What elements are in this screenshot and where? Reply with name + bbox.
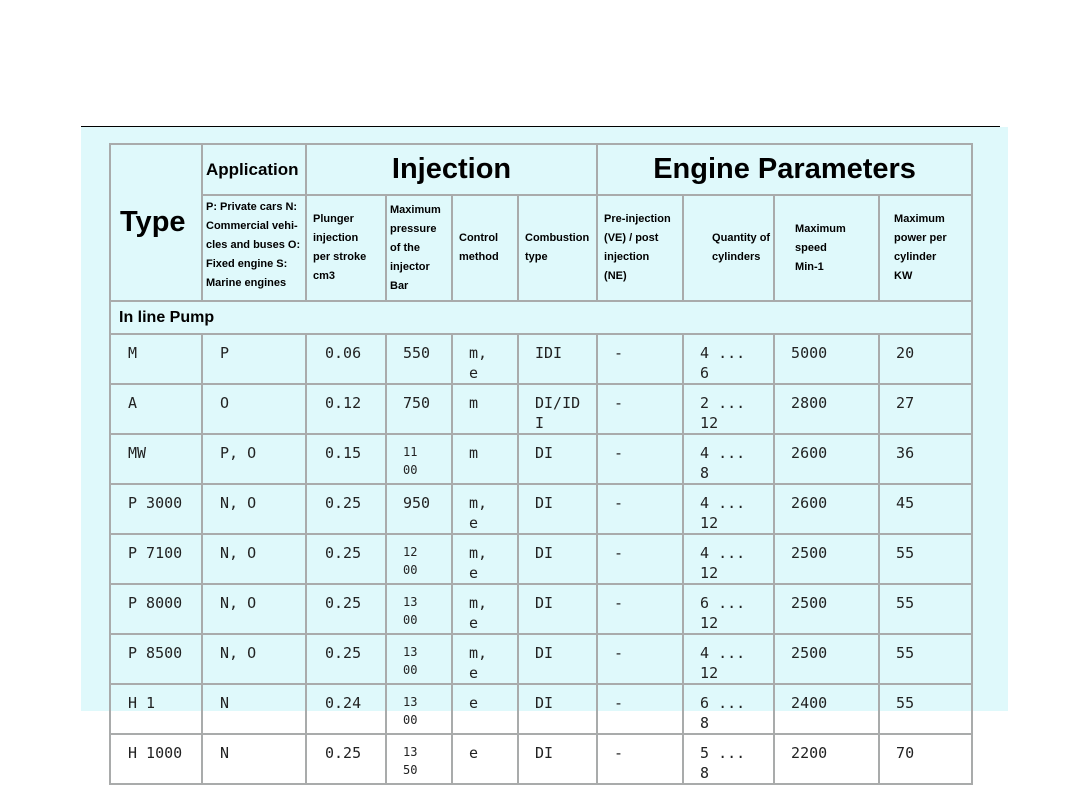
cell-power: 55 [879,534,972,584]
table-row [110,684,972,734]
subheader-max-power: Maximum power per cylinder KW [879,195,972,301]
header-type: Type [110,144,202,301]
cell-plunger: 0.12 [306,384,386,434]
cell-power: 27 [879,384,972,434]
cell-plunger: 0.06 [306,334,386,384]
cell-speed: 2500 [774,634,879,684]
cell-control: m,e [452,634,518,684]
cell-plunger: 0.25 [306,584,386,634]
cell-pressure: 1100 [386,434,452,484]
cell-power: 36 [879,434,972,484]
cell-pre: - [597,734,683,784]
subheader-max-pressure: Maximum pressure of the injector Bar [386,195,452,301]
cell-type: H 1 [110,684,202,734]
cell-speed: 2200 [774,734,879,784]
cell-pressure: 1300 [386,584,452,634]
cell-quantity: 4 ...6 [683,334,774,384]
table-row [110,484,972,534]
cell-plunger: 0.25 [306,734,386,784]
cell-quantity: 4 ...12 [683,534,774,584]
cell-app: N, O [202,584,306,634]
cell-quantity: 4 ...8 [683,434,774,484]
cell-pre: - [597,484,683,534]
subheader-control: Control method [452,195,518,301]
cell-quantity: 2 ...12 [683,384,774,434]
cell-power: 55 [879,584,972,634]
cell-pressure: 1350 [386,734,452,784]
cell-type: P 3000 [110,484,202,534]
header-application: Application [202,144,306,195]
cell-control: m,e [452,534,518,584]
cell-speed: 2800 [774,384,879,434]
cell-pressure: 1200 [386,534,452,584]
cell-plunger: 0.15 [306,434,386,484]
table-row [110,534,972,584]
cell-pressure: 1300 [386,684,452,734]
header-injection: Injection [306,144,597,195]
cell-combustion: IDI [518,334,597,384]
cell-combustion: DI [518,534,597,584]
cell-combustion: DI [518,734,597,784]
header-engine-parameters: Engine Parameters [597,144,972,195]
table-row [110,334,972,384]
cell-type: P 8500 [110,634,202,684]
cell-speed: 2500 [774,534,879,584]
cell-app: N, O [202,534,306,584]
section-row [110,301,972,334]
cell-pre: - [597,684,683,734]
cell-app: N [202,734,306,784]
section-in-line-pump: In line Pump [110,301,972,334]
cell-power: 20 [879,334,972,384]
cell-app: P, O [202,434,306,484]
cell-app: O [202,384,306,434]
cell-quantity: 4 ...12 [683,484,774,534]
table-row [110,734,972,784]
cell-control: e [452,734,518,784]
cell-app: P [202,334,306,384]
cell-plunger: 0.25 [306,534,386,584]
cell-combustion: DI [518,484,597,534]
cell-combustion: DI [518,584,597,634]
cell-combustion: DI [518,684,597,734]
cell-speed: 5000 [774,334,879,384]
cell-type: M [110,334,202,384]
cell-pre: - [597,384,683,434]
cell-power: 55 [879,634,972,684]
cell-pre: - [597,434,683,484]
cell-power: 45 [879,484,972,534]
header-row-1 [110,144,972,195]
cell-control: m,e [452,484,518,534]
header-row-2 [110,195,972,301]
subheader-combustion: Combustion type [518,195,597,301]
cell-power: 55 [879,684,972,734]
cell-combustion: DI [518,434,597,484]
cell-pre: - [597,634,683,684]
cell-type: P 8000 [110,584,202,634]
cell-pressure: 550 [386,334,452,384]
cell-quantity: 5 ...8 [683,734,774,784]
subheader-pre-injection: Pre-injection (VE) / post injection (NE) [597,195,683,301]
subheader-plunger: Plunger injection per stroke cm3 [306,195,386,301]
subheader-quantity: Quantity of cylinders [683,195,774,301]
subheader-max-speed: Maximum speed Min-1 [774,195,879,301]
cell-type: A [110,384,202,434]
cell-pressure: 1300 [386,634,452,684]
cell-control: m [452,384,518,434]
table-row [110,434,972,484]
cell-type: MW [110,434,202,484]
cell-speed: 2400 [774,684,879,734]
cell-control: m,e [452,584,518,634]
cell-combustion: DI/IDI [518,384,597,434]
subheader-application-desc: P: Private cars N: Commercial vehi- cles and buses O: Fixed engine S: Marine engines [202,195,306,301]
cell-control: m [452,434,518,484]
cell-quantity: 6 ...12 [683,584,774,634]
cell-plunger: 0.25 [306,484,386,534]
cell-app: N [202,684,306,734]
table-row [110,584,972,634]
cell-plunger: 0.25 [306,634,386,684]
cell-combustion: DI [518,634,597,684]
cell-control: m,e [452,334,518,384]
cell-speed: 2600 [774,484,879,534]
injection-pump-table [109,143,973,785]
cell-app: N, O [202,634,306,684]
cell-pre: - [597,584,683,634]
cell-type: P 7100 [110,534,202,584]
cell-pressure: 950 [386,484,452,534]
cell-app: N, O [202,484,306,534]
cell-plunger: 0.24 [306,684,386,734]
cell-type: H 1000 [110,734,202,784]
cell-power: 70 [879,734,972,784]
cell-pre: - [597,534,683,584]
table-row [110,634,972,684]
table-row [110,384,972,434]
cell-pressure: 750 [386,384,452,434]
cell-quantity: 4 ...12 [683,634,774,684]
cell-pre: - [597,334,683,384]
cell-control: e [452,684,518,734]
cell-quantity: 6 ...8 [683,684,774,734]
cell-speed: 2600 [774,434,879,484]
cell-speed: 2500 [774,584,879,634]
